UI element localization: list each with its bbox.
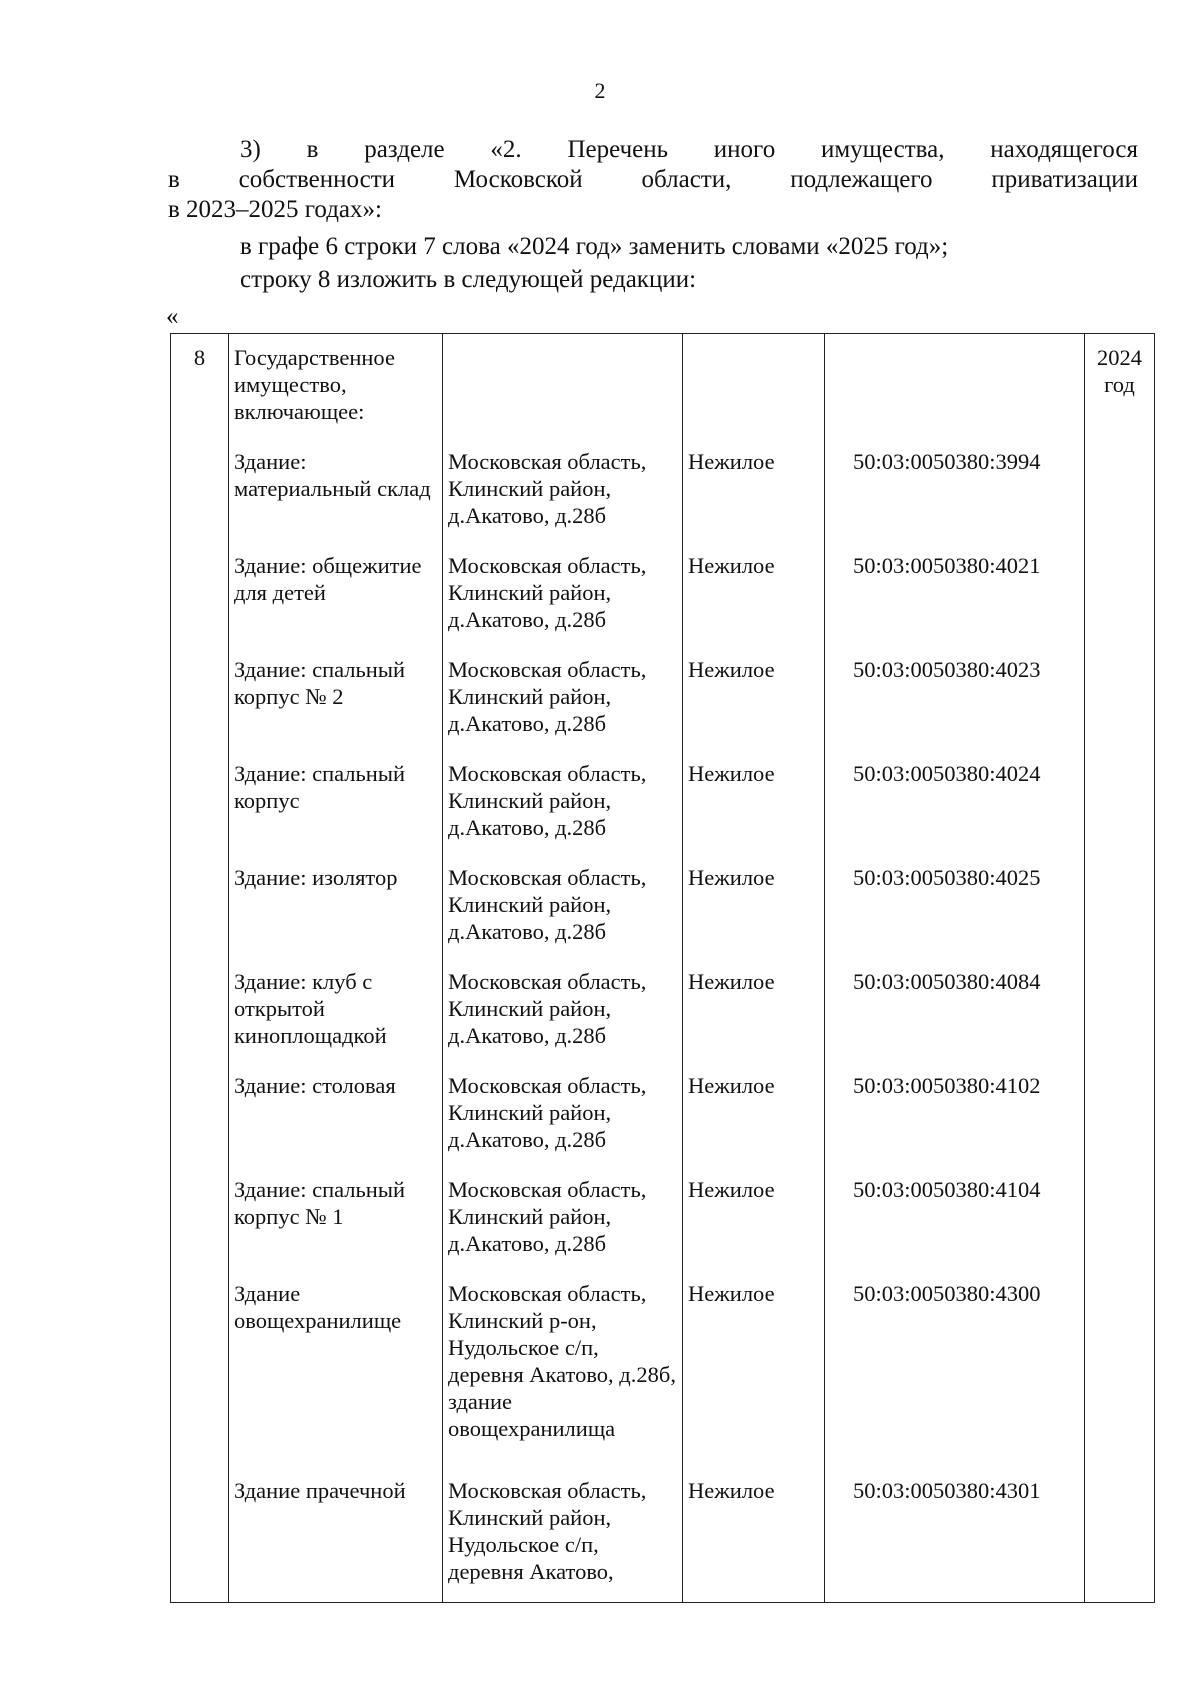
table-row bbox=[171, 1062, 1155, 1166]
item-type: Нежилое bbox=[683, 1062, 825, 1166]
item-address: Московская область, Клинский район, д.Акатово, д.28б bbox=[443, 646, 683, 750]
item-cadastral-number: 50:03:0050380:3994 bbox=[825, 438, 1085, 542]
item-cadastral-number: 50:03:0050380:4300 bbox=[825, 1270, 1085, 1467]
empty-cell bbox=[1085, 1062, 1155, 1166]
item-address: Московская область, Клинский район, д.Акатово, д.28б bbox=[443, 438, 683, 542]
table-row bbox=[171, 854, 1155, 958]
item-name: Здание прачечной bbox=[229, 1467, 443, 1603]
item-name: Здание: материальный склад bbox=[229, 438, 443, 542]
open-quote: « bbox=[166, 303, 179, 330]
empty-cell bbox=[171, 438, 229, 542]
item-address: Московская область, Клинский район, д.Акатово, д.28б bbox=[443, 1062, 683, 1166]
table-row bbox=[171, 958, 1155, 1062]
empty-cell bbox=[171, 542, 229, 646]
table-row bbox=[171, 1166, 1155, 1270]
item-address: Московская область, Клинский район, д.Акатово, д.28б bbox=[443, 854, 683, 958]
item-address: Московская область, Клинский район, д.Акатово, д.28б bbox=[443, 750, 683, 854]
table-row bbox=[171, 438, 1155, 542]
item-name: Здание: изолятор bbox=[229, 854, 443, 958]
item-address: Московская область, Клинский район, д.Акатово, д.28б bbox=[443, 542, 683, 646]
item-address: Московская область, Клинский район, д.Акатово, д.28б bbox=[443, 1166, 683, 1270]
intro-line-5: строку 8 изложить в следующей редакции: bbox=[240, 266, 697, 293]
item-type: Нежилое bbox=[683, 1166, 825, 1270]
intro-line-4: в графе 6 строки 7 слова «2024 год» заменить словами «2025 год»; bbox=[240, 233, 949, 260]
item-type: Нежилое bbox=[683, 438, 825, 542]
item-name: Здание: спальный корпус № 1 bbox=[229, 1166, 443, 1270]
item-cadastral-number: 50:03:0050380:4104 bbox=[825, 1166, 1085, 1270]
item-name: Здание: столовая bbox=[229, 1062, 443, 1166]
item-type: Нежилое bbox=[683, 750, 825, 854]
intro-line-1: 3) в разделе «2. Перечень иного имущества, находящегося bbox=[240, 136, 1138, 163]
group-title: Государственное имущество, включающее: bbox=[229, 334, 443, 439]
item-cadastral-number: 50:03:0050380:4021 bbox=[825, 542, 1085, 646]
item-address: Московская область, Клинский р-он, Нудольское с/п, деревня Акатово, д.28б, здание овощехранилища bbox=[443, 1270, 683, 1467]
item-cadastral-number: 50:03:0050380:4301 bbox=[825, 1467, 1085, 1603]
page-number: 2 bbox=[594, 78, 606, 103]
empty-cell bbox=[1085, 1166, 1155, 1270]
empty-cell bbox=[1085, 750, 1155, 854]
item-name: Здание: клуб с открытой киноплощадкой bbox=[229, 958, 443, 1062]
row-number: 8 bbox=[171, 334, 229, 439]
table-row bbox=[171, 1270, 1155, 1467]
item-cadastral-number: 50:03:0050380:4023 bbox=[825, 646, 1085, 750]
item-cadastral-number: 50:03:0050380:4102 bbox=[825, 1062, 1085, 1166]
table-row bbox=[171, 646, 1155, 750]
empty-cell bbox=[171, 646, 229, 750]
empty-cell bbox=[1085, 1467, 1155, 1603]
year-cell: 2024 год bbox=[1085, 334, 1155, 439]
item-cadastral-number: 50:03:0050380:4024 bbox=[825, 750, 1085, 854]
item-cadastral-number: 50:03:0050380:4084 bbox=[825, 958, 1085, 1062]
empty-cell bbox=[825, 334, 1085, 439]
empty-cell bbox=[1085, 1270, 1155, 1467]
empty-cell bbox=[171, 750, 229, 854]
empty-cell bbox=[171, 854, 229, 958]
table-row-header bbox=[171, 334, 1155, 439]
empty-cell bbox=[1085, 542, 1155, 646]
table-row bbox=[171, 1467, 1155, 1603]
item-type: Нежилое bbox=[683, 958, 825, 1062]
item-type: Нежилое bbox=[683, 1270, 825, 1467]
item-type: Нежилое bbox=[683, 854, 825, 958]
empty-cell bbox=[171, 1062, 229, 1166]
empty-cell bbox=[171, 1467, 229, 1603]
empty-cell bbox=[171, 1270, 229, 1467]
item-name: Здание: спальный корпус № 2 bbox=[229, 646, 443, 750]
intro-line-2: в собственности Московской области, подлежащего приватизации bbox=[168, 166, 1138, 193]
item-cadastral-number: 50:03:0050380:4025 bbox=[825, 854, 1085, 958]
item-type: Нежилое bbox=[683, 1467, 825, 1603]
item-type: Нежилое bbox=[683, 542, 825, 646]
item-name: Здание: спальный корпус bbox=[229, 750, 443, 854]
empty-cell bbox=[1085, 646, 1155, 750]
property-table bbox=[170, 333, 1155, 1603]
item-address: Московская область, Клинский район, Нудольское с/п, деревня Акатово, bbox=[443, 1467, 683, 1603]
empty-cell bbox=[171, 1166, 229, 1270]
item-address: Московская область, Клинский район, д.Акатово, д.28б bbox=[443, 958, 683, 1062]
empty-cell bbox=[443, 334, 683, 439]
item-name: Здание овощехранилище bbox=[229, 1270, 443, 1467]
intro-line-3: в 2023–2025 годах»: bbox=[168, 196, 382, 223]
empty-cell bbox=[1085, 854, 1155, 958]
table-row bbox=[171, 542, 1155, 646]
table-row bbox=[171, 750, 1155, 854]
empty-cell bbox=[683, 334, 825, 439]
empty-cell bbox=[171, 958, 229, 1062]
empty-cell bbox=[1085, 958, 1155, 1062]
item-type: Нежилое bbox=[683, 646, 825, 750]
item-name: Здание: общежитие для детей bbox=[229, 542, 443, 646]
empty-cell bbox=[1085, 438, 1155, 542]
